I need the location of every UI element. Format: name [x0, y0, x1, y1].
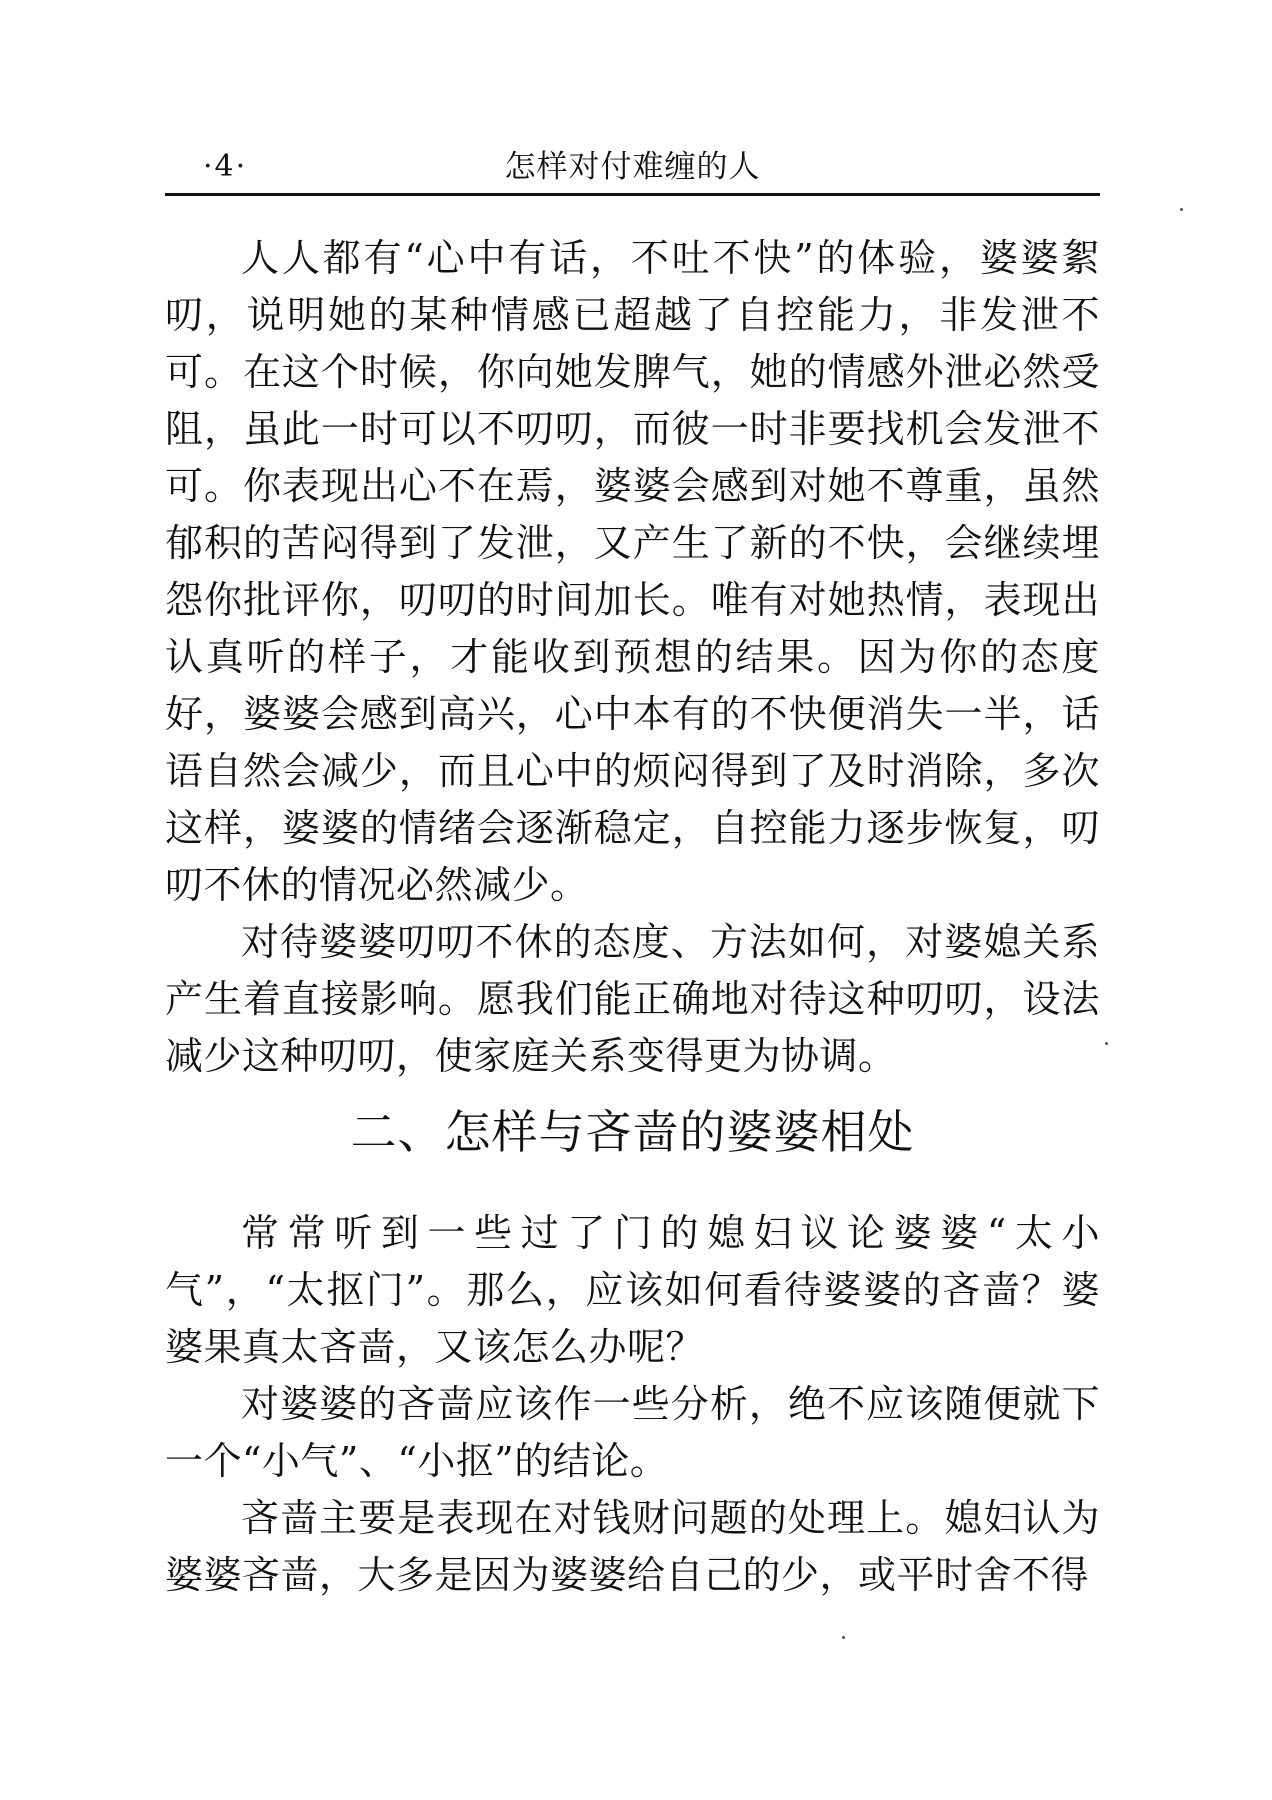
section-heading: 二、怎样与吝啬的婆婆相处 [350, 1105, 915, 1159]
paragraph: 对待婆婆叨叨不休的态度、方法如何，对婆媳关系产生着直接影响。愿我们能正确地对待这种叨叨，设法减少这种叨叨，使家庭关系变得更为协调。 [165, 920, 1100, 1078]
header-rule [165, 193, 1100, 196]
page-header [165, 142, 1100, 192]
paragraph: 人人都有“心中有话，不吐不快”的体验，婆婆絮叨，说明她的某种情感已超越了自控能力，非发泄不可。在这个时候，你向她发脾气，她的情感外泄必然受阻，虽此一时可以不叨叨，而彼一时非要找机会发泄不可。你表现出心不在焉，婆婆会感到对她不尊重，虽然郁积的苦闷得到了发泄，又产生了新的不快，会继续埋怨你批评你，叨叨的时间加长。唯有对她热情，表现出认真听的样子，才能收到预想的结果。因为你的态度好，婆婆会感到高兴，心中本有的不快便消失一半，话语自然会减少，而且心中的烦闷得到了及时消除，多次这样，婆婆的情绪会逐渐稳定，自控能力逐步恢复，叨叨不休的情况必然减少。 [165, 236, 1100, 907]
paragraph: 吝啬主要是表现在对钱财问题的处理上。媳妇认为婆婆吝啬，大多是因为婆婆给自己的少，或平时舍不得 [165, 1496, 1100, 1597]
scan-speck [842, 1636, 845, 1639]
scan-speck [1180, 208, 1183, 211]
section-two-body [165, 1205, 1100, 1604]
running-title: 怎样对付难缠的人 [504, 149, 761, 185]
paragraph: 对婆婆的吝啬应该作一些分析，绝不应该随便就下一个“小气”、“小抠”的结论。 [165, 1382, 1100, 1483]
scan-speck [1105, 1042, 1108, 1045]
paragraph: 常常听到一些过了门的媳妇议论婆婆“太小气”，“太抠门”。那么，应该如何看待婆婆的吝啬？婆婆果真太吝啬，又该怎么办呢？ [165, 1211, 1100, 1369]
page-number: ·4· [203, 149, 248, 184]
section-one-body [165, 230, 1100, 1085]
